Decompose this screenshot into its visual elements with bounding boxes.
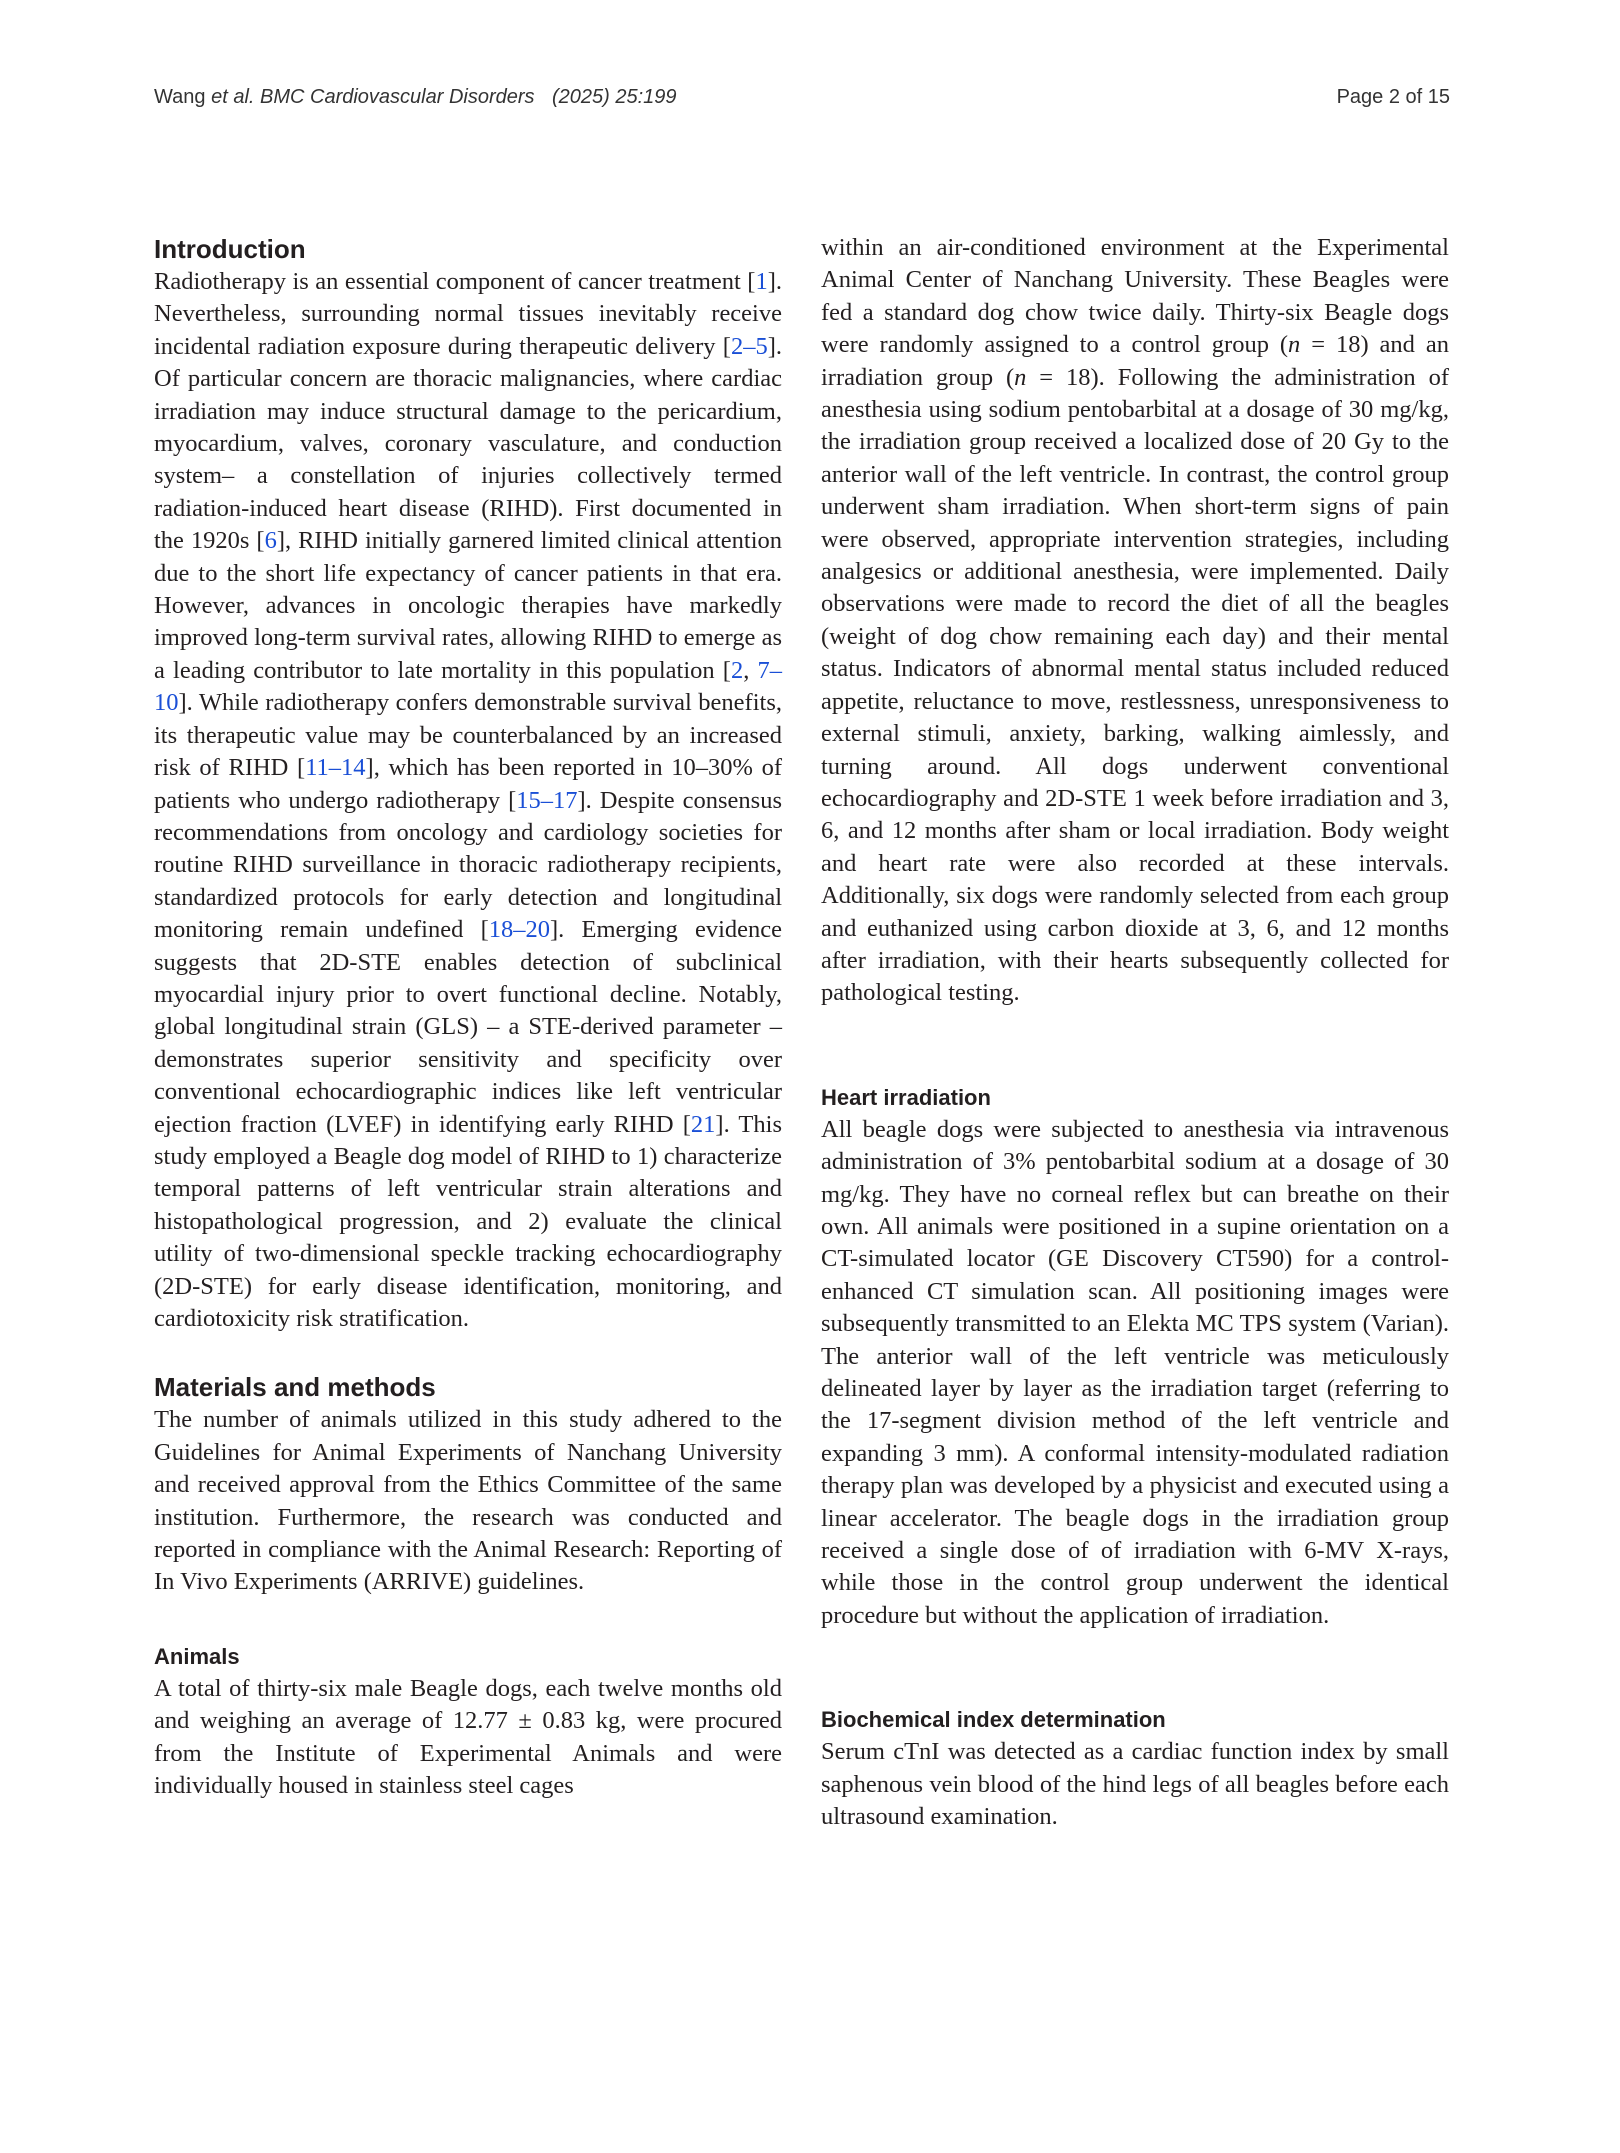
text-run: ]. Nevertheless, surrounding normal tissues inevitably receive incidental radiation exposure during therapeutic delivery [ [154,268,782,360]
right-column [821,232,1449,1833]
text-run: ], which has been reported in 10–30% of patients who undergo radiotherapy [ [154,754,782,814]
biochemical-heading: Biochemical index determination [821,1707,1166,1733]
et-al: et al. [211,86,255,108]
citation-link[interactable]: 1 [755,268,768,295]
citation-link[interactable]: 7–10 [154,656,783,717]
text-run: ]. Despite consensus recommendations from oncology and cardiology societies for routine RIHD surveillance in thoracic radiotherapy recipients, standardized protocols for early detection and longitudinal monitoring remain undefined [ [154,786,782,944]
text-run: ]. Of particular concern are thoracic malignancies, where cardiac irradiation may induce structural damage to the pericardium, myocardium, valves, coronary vasculature, and conduction system– a constellation of injuries collectively termed radiation-induced heart disease (RIHD). First documented in the 1920s [ [154,332,782,555]
heart-irradiation-heading: Heart irradiation [821,1084,991,1110]
page-number: Page 2 of 15 [1336,86,1450,108]
text-run: ], RIHD initially garnered limited clinical attention due to the short life expectancy of cancer patients in that era. However, advances in oncologic therapies have markedly improved long-term survival rates, allowing RIHD to emerge as a leading contributor to late mortality in this population [ [154,527,782,684]
n-symbol: n [1014,363,1027,391]
introduction-heading: Introduction [154,234,306,264]
citation-link[interactable]: 2–5 [730,332,768,360]
citation-link[interactable]: 6 [264,527,277,555]
text-run: Radiotherapy is an essential component of cancer treatment [ [154,268,756,295]
text-run: = 18) and an irradiation group ( [821,331,1449,391]
authors: Wang [154,86,206,108]
left-column [154,232,782,1802]
journal-name: BMC Cardiovascular Disorders [260,86,535,108]
text-run: ]. Emerging evidence suggests that 2D-STE enables detection of subclinical myocardial injury prior to overt functional decline. Notably, global longitudinal strain (GLS) – a STE-derived parameter – demonstrates superior sensitivity and specificity over conventional echocardiographic indices like left ventricular ejection fraction (LVEF) in identifying early RIHD [ [154,916,783,1138]
text-run: = 18). Following the administration of anesthesia using sodium pentobarbital at a dosage of 30 mg/kg, the irradiation group received a localized dose of 20 Gy to the anterior wall of the left ventricle. In contrast, the control group underwent sham irradiation. When short-term signs of pain were observed, appropriate intervention strategies, including analgesics or additional anesthesia, were implemented. Daily observations were made to record the diet of all the beagles (weight of dog chow remaining each day) and their mental status. Indicators of abnormal mental status included reduced appetite, reluctance to move, restlessness, unresponsiveness to external stimuli, anxiety, barking, walking aimlessly, and turning around. All dogs underwent conventional echocardiography and 2D-STE 1 week before irradiation and 3, 6, and 12 months after sham or local irradiation. Body weight and heart rate were also recorded at these intervals. Additionally, six dogs were randomly selected from each group and euthanized using carbon dioxide at 3, 6, and 12 months after irradiation, with their hearts subsequently collected for pathological testing. [821,363,1449,1007]
animals-paragraph-start: A total of thirty-six male Beagle dogs, each twelve months old and weighing an average of 12.77 ± 0.83 kg, were procured from the Institute of Experimental Animals and were individually housed in stainless steel cages [154,1674,782,1800]
introduction-paragraph [154,266,782,1335]
citation-link[interactable]: 18–20 [488,916,551,944]
journal-citation [154,86,535,109]
animals-paragraph-continued [821,232,1449,1010]
materials-heading: Materials and methods [154,1372,436,1403]
text-run: ]. While radiotherapy confers demonstrable survival benefits, its therapeutic value may be counterbalanced by an increased risk of RIHD [ [154,689,782,782]
animals-heading: Animals [154,1643,240,1669]
citation-link[interactable]: 2 [730,656,744,684]
text-run: within an air-conditioned environment at the Experimental Animal Center of Nanchang University. These Beagles were fed a standard dog chow twice daily. Thirty-six Beagle dogs were randomly assigned to a control group ( [821,234,1449,359]
citation-link[interactable]: 11–14 [305,754,366,782]
text-run: , [743,656,758,684]
materials-paragraph: The number of animals utilized in this study adhered to the Guidelines for Animal Experiments of Nanchang University and received approval from the Ethics Committee of the same institution. Furthermore, the research was conducted and reported in compliance with the Animal Research: Reporting of In Vivo Experiments (ARRIVE) guidelines. [154,1406,782,1596]
citation-link[interactable]: 15–17 [516,786,578,814]
text-run: ]. This study employed a Beagle dog model of RIHD to 1) characterize temporal patterns of left ventricular strain alterations and histopathological progression, and 2) evaluate the clinical utility of two-dimensional speckle tracking echocardiography (2D-STE) for early disease identification, monitoring, and cardiotoxicity risk stratification. [154,1110,782,1332]
heart-irradiation-paragraph: All beagle dogs were subjected to anesthesia via intravenous administration of 3% pentobarbital sodium at a dosage of 30 mg/kg. They have no corneal reflex but can breathe on their own. All animals were positioned in a supine orientation on a CT-simulated locator (GE Discovery CT590) for a control-enhanced CT simulation scan. All positioning images were subsequently transmitted to an Elekta MC TPS system (Varian). The anterior wall of the left ventricle was meticulously delineated layer by layer as the irradiation target (referring to the 17-segment division method of the left ventricle and expanding 3 mm). A conformal intensity-modulated radiation therapy plan was developed by a physicist and executed using a linear accelerator. The beagle dogs in the irradiation group received a single dose of of irradiation with 6-MV X-rays, while those in the control group underwent the identical procedure but without the application of irradiation. [821,1115,1449,1629]
biochemical-paragraph: Serum cTnI was detected as a cardiac function index by small saphenous vein blood of the hind legs of all beagles before each ultrasound examination. [821,1738,1449,1831]
n-symbol: n [1288,331,1301,359]
citation-link[interactable]: 21 [690,1110,716,1138]
year-volume: (2025) 25:199 [552,86,677,108]
